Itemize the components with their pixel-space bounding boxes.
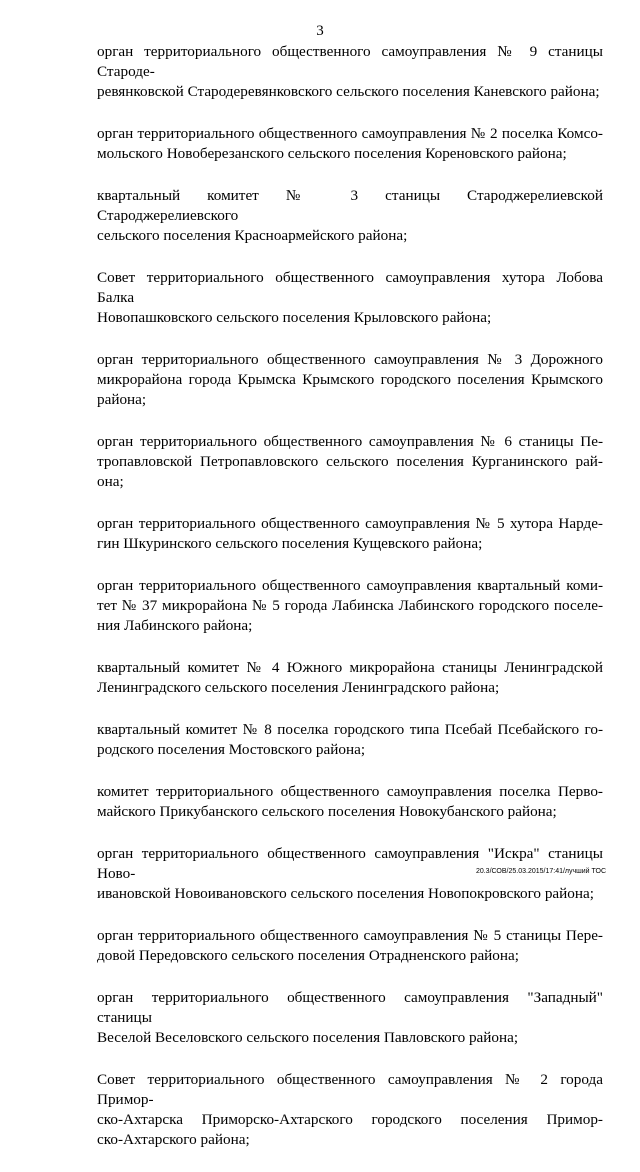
list-item [97,350,603,410]
list-item-line: ревянковской Стародеревянковского сельского поселения Каневского района; [97,83,600,100]
list-item-line: ско-Ахтарска Приморско-Ахтарского городского поселения Примор- [97,1111,603,1128]
list-item-line: ния Лабинского района; [97,617,253,634]
list-item-line: тет № 37 микрорайона № 5 города Лабинска Лабинского городского поселе- [97,597,603,614]
list-item-line: микрорайона города Крымска Крымского городского поселения Крымского [97,371,603,388]
list-item [97,42,603,102]
list-item [97,1070,603,1150]
list-item-line: квартальный комитет № 4 Южного микрорайона станицы Ленинградской [97,659,603,676]
list-item-line: квартальный комитет № 3 станицы Староджерелиевской Староджерелиевского [97,187,603,224]
list-item-line: гин Шкуринского сельского поселения Кущевского района; [97,535,483,552]
list-item [97,124,603,164]
list-item-line: орган территориального общественного самоуправления № 3 Дорожного [97,351,603,368]
list-item-line: тропавловской Петропавловского сельского поселения Курганинского рай- [97,453,603,470]
list-item-line: ско-Ахтарского района; [97,1131,250,1148]
list-item [97,720,603,760]
document-footer-code: 20.3/СОВ/25.03.2015/17:41/лучший ТОС [475,868,606,875]
list-item-line: она; [97,473,124,490]
list-item [97,926,603,966]
list-item-line: района; [97,391,147,408]
list-item-line: квартальный комитет № 8 поселка городского типа Псебай Псебайского го- [97,721,603,738]
list-item-line: родского поселения Мостовского района; [97,741,366,758]
list-item-line: орган территориального общественного самоуправления № 9 станицы Староде- [97,43,603,80]
list-item-line: мольского Новоберезанского сельского поселения Кореновского района; [97,145,567,162]
list-item [97,268,603,328]
list-item [97,782,603,822]
list-item-line: Новопашковского сельского поселения Крыловского района; [97,309,492,326]
page-number: 3 [316,23,324,39]
organization-list [97,42,603,1172]
list-item-line: орган территориального общественного самоуправления № 5 хутора Нарде- [97,515,603,532]
list-item [97,576,603,636]
list-item [97,658,603,698]
list-item-line: орган территориального общественного самоуправления "Западный" станицы [97,989,603,1026]
list-item-line: майского Прикубанского сельского поселения Новокубанского района; [97,803,557,820]
list-item [97,186,603,246]
list-item-line: орган территориального общественного самоуправления "Искра" станицы Ново- [97,845,603,882]
list-item-line: Ленинградского сельского поселения Ленинградского района; [97,679,500,696]
list-item-line: Совет территориального общественного самоуправления хутора Лобова Балка [97,269,603,306]
list-item-line: орган территориального общественного самоуправления № 5 станицы Пере- [97,927,603,944]
list-item-line: орган территориального общественного самоуправления квартальный коми- [97,577,603,594]
list-item-line: ивановской Новоивановского сельского поселения Новопокровского района; [97,885,594,902]
list-item-line: Совет территориального общественного самоуправления № 2 города Примор- [97,1071,603,1108]
list-item-line: сельского поселения Красноармейского района; [97,227,408,244]
list-item [97,988,603,1048]
list-item-line: орган территориального общественного самоуправления № 2 поселка Комсо- [97,125,603,142]
list-item [97,432,603,492]
list-item-line: комитет территориального общественного самоуправления поселка Перво- [97,783,603,800]
list-item-line: орган территориального общественного самоуправления № 6 станицы Пе- [97,433,603,450]
list-item-line: довой Передовского сельского поселения Отрадненского района; [97,947,519,964]
list-item-line: Веселой Веселовского сельского поселения Павловского района; [97,1029,519,1046]
list-item [97,514,603,554]
